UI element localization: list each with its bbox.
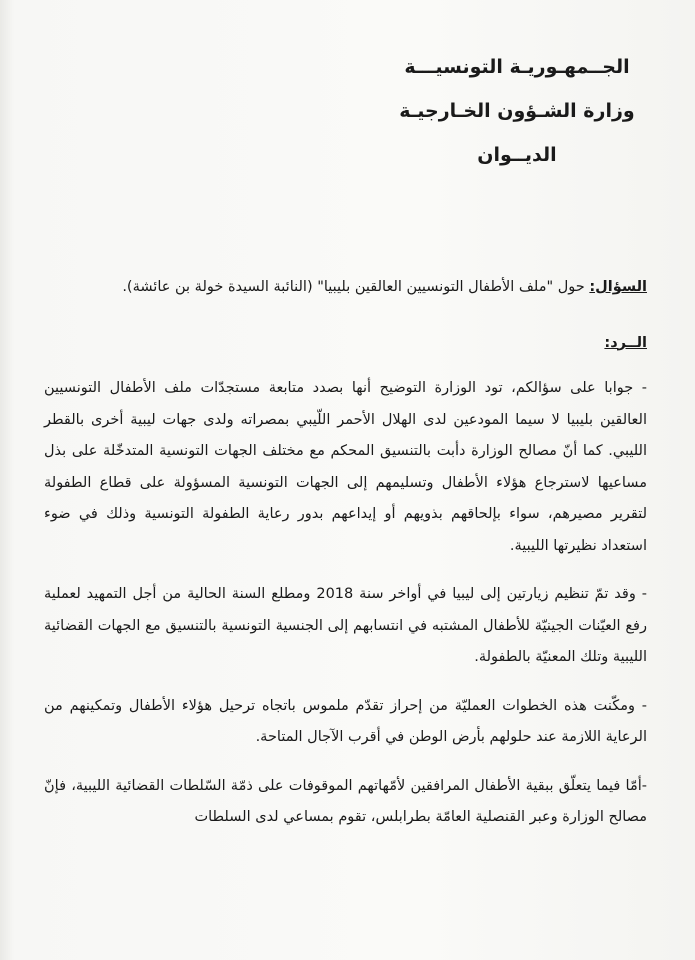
question-label: السؤال: [589,279,647,295]
reply-label: الــرد: [604,334,647,351]
reply-paragraph: - جوابا على سؤالكم، تود الوزارة التوضيح أنها بصدد متابعة مستجدّات ملف الأطفال التونسيين العالقين بليبيا لا سيما المودعين لدى الهلال الأحمر اللّيبي بمصراته ولدى جهات ليبية أخرى بالقطر الليبي. كما أنّ مصالح الوزارة دأبت بالتنسيق المحكم مع مختلف الجهات التونسية المتدخّلة على بذل مساعيها لاسترجاع هؤلاء الأطفال وتسليمهم إلى الجهات التونسية المسؤولة على قطاع الطفولة لتقرير مصيرهم، سواء بإلحاقهم بذويهم أو إيداعهم بدور رعاية الطفولة التونسية وذلك في ضوء استعداد نظيرتها الليبية. [44,380,647,554]
reply-paragraph: -أمّا فيما يتعلّق ببقية الأطفال المرافقين لأمّهاتهم الموقوفات على ذمّة السّلطات القضائية الليبية، فإنّ مصالح الوزارة وعبر القنصلية العامّة بطرابلس، تقوم بمساعي لدى السلطات [44,777,647,825]
document-body [44,272,647,851]
office-name: الديــوان [477,144,557,166]
republic-name: الجــمهـوريـة التونسيـــة [404,56,630,78]
reply-paragraph: - وقد تمّ تنظيم زيارتين إلى ليبيا في أواخر سنة 2018 ومطلع السنة الحالية من أجل التمهيد لعملية رفع العيّنات الجينيّة للأطفال المشتبه في انتسابهم إلى الجنسية التونسية بالتنسيق مع الجهات القضائية الليبية وتلك المعنيّة بالطفولة. [44,586,647,665]
ministry-name: وزارة الشـؤون الخـارجيـة [399,100,635,122]
reply-paragraph: - ومكّنت هذه الخطوات العمليّة من إحراز تقدّم ملموس باتجاه ترحيل هؤلاء الأطفال وتمكينهم من الرعاية اللازمة عند حلولهم بأرض الوطن في أقرب الآجال المتاحة. [44,697,647,745]
question-line [44,272,647,304]
question-text: حول "ملف الأطفال التونسيين العالقين بليبيا" (النائبة السيدة خولة بن عائشة). [122,279,590,295]
letterhead [387,58,647,190]
